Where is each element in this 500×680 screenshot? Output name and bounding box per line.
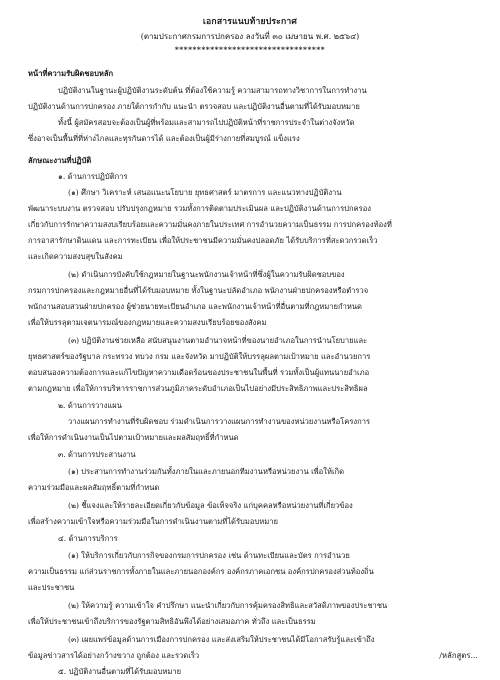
paragraph-line: เพื่อให้บรรลุตามเจตนารมณ์ของกฎหมายและความสงบเรียบร้อยของสังคม — [28, 318, 267, 327]
paragraph-line: กรมการปกครองและกฎหมายอื่นที่ได้รับมอบหมาย ทั้งในฐานะปลัดอำเภอ พนักงานฝ่ายปกครองหรือตำรวจ — [28, 286, 369, 295]
paragraph-line: พนักงานสอบสวนฝ่ายปกครอง ผู้ช่วยนายทะเบียนอำเภอ และพนักงานเจ้าหน้าที่อื่นตามที่กฎหมายกำหนด — [28, 302, 362, 311]
separator-line: ********************************** — [174, 45, 326, 54]
paragraph-line: (๒) ให้ความรู้ ความเข้าใจ คำปรึกษา แนะนำเกี่ยวกับการคุ้มครองสิทธิและสวัสดิภาพของประชาชน — [68, 601, 388, 610]
paragraph-line: (๒) ดำเนินการบังคับใช้กฎหมายในฐานะพนักงานเจ้าหน้าที่ซึ่งผู้ในความรับผิดชอบของ — [68, 270, 345, 279]
paragraph-line: ตามกฎหมาย เพื่อให้การบริหารราชการส่วนภูมิภาคระดับอำเภอเป็นไปอย่างมีประสิทธิภาพและประสิทธิผล — [28, 384, 368, 393]
paragraph-line: ปฏิบัติงานด้านการปกครอง ภายใต้การกำกับ แนะนำ ตรวจสอบ และปฏิบัติงานอื่นตามที่ได้รับมอบหมาย — [28, 102, 360, 111]
paragraph-line: ซึ่งอาจเป็นพื้นที่ที่ห่างไกลและทุรกันดารได้ และต้องเป็นผู้มีร่างกายที่สมบูรณ์ แข็งแรง — [28, 134, 300, 143]
section-heading-work: ลักษณะงานที่ปฏิบัติ — [28, 156, 92, 165]
paragraph-line: ปฏิบัติงานในฐานะผู้ปฏิบัติงานระดับต้น ที่ต้องใช้ความรู้ ความสามารถทางวิชาการในการทำงาน — [58, 86, 367, 95]
paragraph-line: (๑) ประสานการทำงานร่วมกันทั้งภายในและภายนอกทีมงานหรือหน่วยงาน เพื่อให้เกิด — [68, 467, 345, 476]
paragraph-line: (๒) ชี้แจงและให้รายละเอียดเกี่ยวกับข้อมูล ข้อเท็จจริง แก่บุคคลหรือหน่วยงานที่เกี่ยวข้อง — [68, 501, 353, 510]
paragraph-line: (๓) ปฏิบัติงานช่วยเหลือ สนับสนุนงานตามอำนาจหน้าที่ของนายอำเภอในการนำนโยบายและ — [68, 336, 368, 345]
item-heading: ๔. ด้านการบริการ — [58, 534, 118, 543]
item-heading: ๓. ด้านการประสานงาน — [58, 450, 136, 459]
item-heading: ๕. ปฏิบัติงานอื่นตามที่ได้รับมอบหมาย — [58, 667, 182, 676]
section-heading-duties: หน้าที่ความรับผิดชอบหลัก — [28, 69, 114, 78]
paragraph-line: และประชาชน — [28, 583, 75, 592]
paragraph-line: ตอบสนองความต้องการและแก้ไขปัญหาความเดือดร้อนของประชาชนในพื้นที่ รวมทั้งเป็นผู้แทนนายอำเภอ — [28, 368, 370, 377]
document-subtitle: (ตามประกาศกรมการปกครอง ลงวันที่ ๓๐ เมษายน พ.ศ. ๒๕๖๔) — [140, 32, 360, 41]
paragraph-line: ทั้งนี้ ผู้สมัครสอบจะต้องเป็นผู้ที่พร้อมและสามารถไปปฏิบัติหน้าที่ราชการประจำในต่างจังหวัด — [58, 118, 355, 127]
item-heading: ๒. ด้านการวางแผน — [58, 401, 122, 410]
paragraph-line: (๓) เผยแพร่ข้อมูลด้านการเมืองการปกครอง และส่งเสริมให้ประชาชนได้มีโอกาสรับรู้และเข้าถึง — [68, 635, 375, 644]
paragraph-line: เกี่ยวกับการรักษาความสงบเรียบร้อยและความมั่นคงภายในประเทศ การอำนวยความเป็นธรรม การปกครองท้องที่ — [28, 220, 392, 229]
document-title: เอกสารแนบท้ายประกาศ — [202, 17, 298, 27]
paragraph-line: เพื่อให้การดำเนินงานเป็นไปตามเป้าหมายและผลสัมฤทธิ์ที่กำหนด — [28, 433, 239, 442]
paragraph-line: พัฒนาระบบงาน ตรวจสอบ ปรับปรุงกฎหมาย รวมทั้งการติดตามประเมินผล และปฏิบัติงานด้านการปกครอง — [28, 204, 371, 213]
paragraph-line: เพื่อให้ประชาชนเข้าถึงบริการของรัฐตามสิทธิอันพึงได้อย่างเสมอภาค ทั่วถึง และเป็นธรรม — [28, 617, 316, 626]
paragraph-line: (๑) ศึกษา วิเคราะห์ เสนอแนะนโยบาย ยุทธศาสตร์ มาตรการ และแนวทางปฏิบัติงาน — [68, 188, 342, 197]
paragraph-line: และเกิดความสงบสุขในสังคม — [28, 252, 123, 261]
continuation-marker: /หลักสูตร... — [439, 651, 478, 660]
paragraph-line: การอาสารักษาดินแดน และการทะเบียน เพื่อให้ประชาชนมีความมั่นคงปลอดภัย ได้รับบริการที่สะดวกรวดเร็ว — [28, 236, 378, 245]
paragraph-line: ความร่วมมือและผลสัมฤทธิ์ตามที่กำหนด — [28, 483, 160, 492]
paragraph-line: เพื่อสร้างความเข้าใจหรือความร่วมมือในการดำเนินงานตามที่ได้รับมอบหมาย — [28, 517, 278, 526]
paragraph-line: ความเป็นธรรม แก่ส่วนราชการทั้งภายในและภายนอกองค์กร องค์กรภาคเอกชน องค์กรปกครองส่วนท้องถิ่น — [28, 567, 374, 576]
item-heading: ๑. ด้านการปฏิบัติการ — [58, 172, 128, 181]
paragraph-line: ยุทธศาสตร์ของรัฐบาล กระทรวง ทบวง กรม และจังหวัด มาปฏิบัติให้บรรลุผลตามเป้าหมาย และอำนวยการ — [28, 352, 371, 361]
paragraph-line: (๑) ให้บริการเกี่ยวกับการกิจของกรมการปกครอง เช่น ด้านทะเบียนและบัตร การอำนวย — [68, 551, 350, 560]
paragraph-line: วางแผนการทำงานที่รับผิดชอบ ร่วมดำเนินการวางแผนการทำงานของหน่วยงานหรือโครงการ — [68, 417, 371, 426]
paragraph-line: ข้อมูลข่าวสารได้อย่างกว้างขวาง ถูกต้อง และรวดเร็ว — [28, 651, 200, 660]
